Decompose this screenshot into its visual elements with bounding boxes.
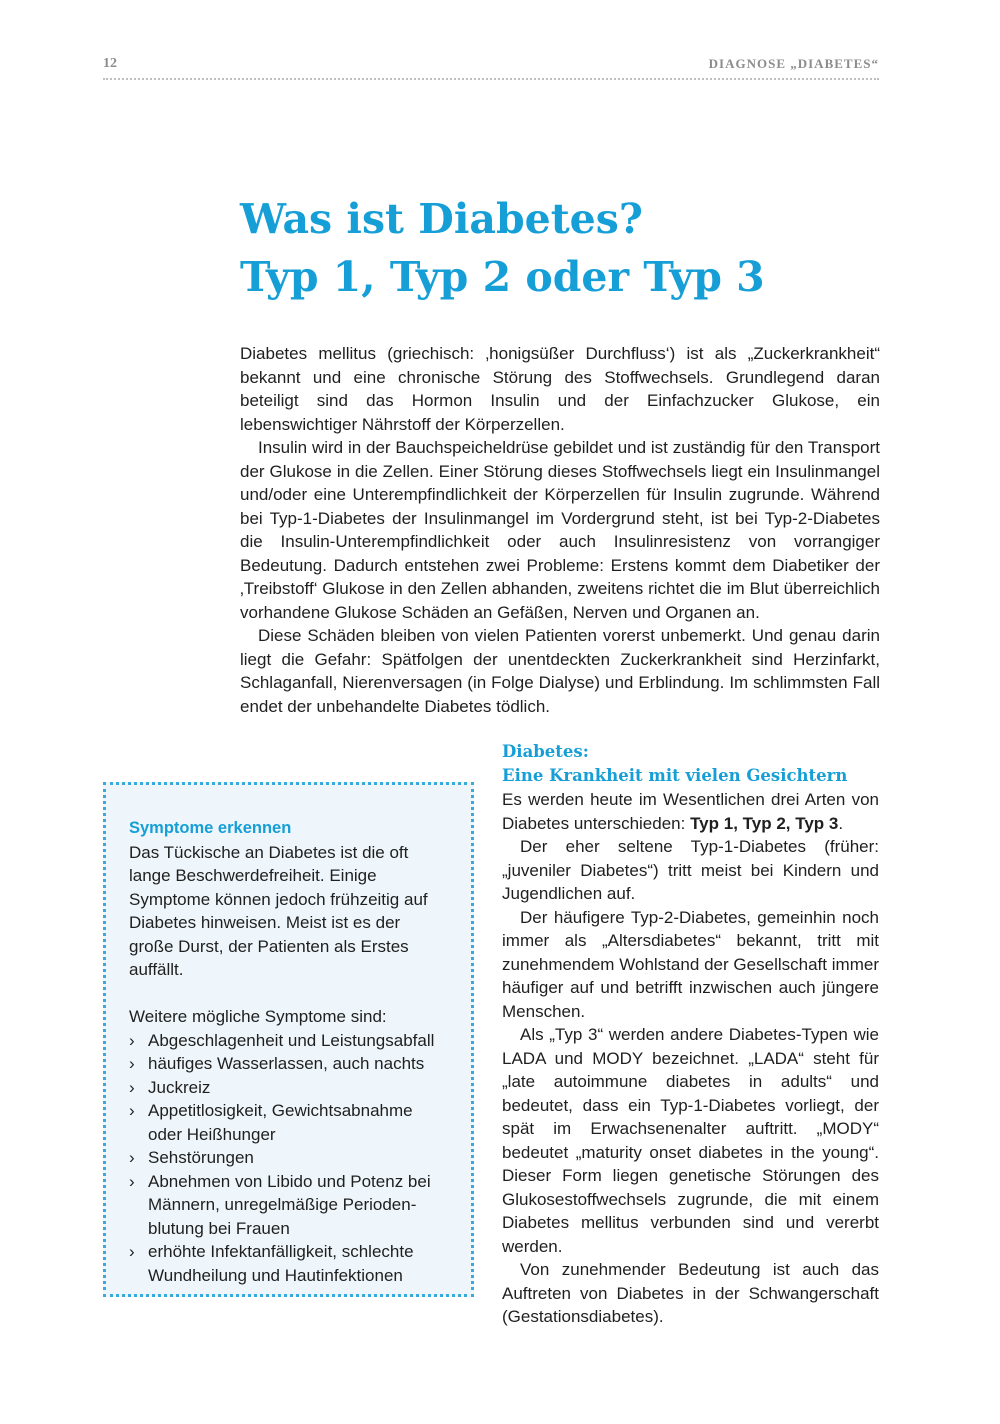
bullet-icon: › xyxy=(129,1077,135,1097)
column-heading: Diabetes: Eine Krankheit mit vielen Gesichtern xyxy=(502,742,848,785)
bullet-icon: › xyxy=(129,1101,135,1120)
bullet-icon: › xyxy=(129,1242,135,1261)
symptom-list xyxy=(129,1029,449,1288)
title-line-2: Typ 1, Typ 2 oder Typ 3 xyxy=(240,253,765,301)
page-title xyxy=(240,190,880,306)
intro-text xyxy=(240,342,880,718)
intro-paragraph: Diabetes mellitus (griechisch: ‚honigsüßer Durchfluss‘) ist als „Zuckerkrankheit“ bekannt und eine chronische Störung des Stoffwechsels. Grundlegend daran beteiligt sind das Hormon Insulin und der Einfachzucker Glukose, ein lebenswichtiger Nährstoff der Körperzellen. xyxy=(240,344,880,434)
bullet-icon: › xyxy=(129,1030,135,1050)
symptom-box-text: Das Tückische an Diabetes ist die oft lange Beschwerdefreiheit. Einige Symptome können jedoch frühzeitig auf Diabetes hinweisen. Meist ist es der große Durst, der Patienten als Erstes auffällt. xyxy=(129,842,428,979)
symptom-list-item: › Abnehmen von Libido und Potenz bei Männern, unregelmäßige Periodenblutung bei Frauen xyxy=(129,1171,431,1238)
diabetes-types-column xyxy=(502,740,879,1329)
column-paragraph: Der eher seltene Typ-1-Diabetes (früher: „juveniler Diabetes“) tritt meist bei Kindern und Jugendlichen auf. xyxy=(502,837,879,903)
column-paragraph: Es werden heute im Wesentlichen drei Arten von Diabetes unterschieden: Typ 1, Typ 2, Typ 3. xyxy=(502,790,879,833)
symptom-list-item: › erhöhte Infektanfälligkeit, schlechte Wundheilung und Hautinfektionen xyxy=(129,1242,414,1285)
bullet-icon: › xyxy=(129,1148,135,1167)
section-title: DIAGNOSE „DIABETES“ xyxy=(708,56,879,71)
symptom-list-item: › häufiges Wasserlassen, auch nachts xyxy=(129,1052,449,1076)
symptom-box-heading: Symptome erkennen xyxy=(129,819,292,837)
page-number: 12 xyxy=(103,56,117,71)
intro-paragraph: Insulin wird in der Bauchspeicheldrüse gebildet und ist zuständig für den Transport der Glukose in die Zellen. Einer Störung dieses Stoffwechsels liegt ein Insulinmangel und/oder eine Unterempfindlichkeit der Körperzellen für Insulin zugrunde. Während bei Typ-1-Diabetes der Insulinmangel im Vordergrund steht, ist bei Typ-2-Diabetes die Insulin-Unterempfindlichkeit oder auch Insulinresistenz von vorrangiger Bedeutung. Dadurch entstehen zwei Probleme: Erstens kommt dem Diabetiker der ‚Treibstoff‘ Glukose in den Zellen abhanden, zweitens richtet die im Blut überreichlich vorhandene Glukose Schäden an Gefäßen, Nerven und Organen an. xyxy=(240,438,880,622)
symptom-list-item: › Juckreiz xyxy=(129,1076,449,1100)
page-header xyxy=(103,54,879,80)
bullet-icon: › xyxy=(129,1054,135,1073)
symptom-list-intro: Weitere mögliche Symptome sind: xyxy=(129,1007,387,1026)
column-paragraph: Von zunehmender Bedeutung ist auch das Auftreten von Diabetes in der Schwangerschaft (Gestationsdiabetes). xyxy=(502,1260,879,1326)
diabetes-types-bold: Typ 1, Typ 2, Typ 3 xyxy=(690,813,839,833)
title-line-1: Was ist Diabetes? xyxy=(240,195,643,243)
symptom-list-item: › Appetitlosigkeit, Gewichtsabnahme oder Heißhunger xyxy=(129,1101,413,1144)
column-paragraph: Der häufigere Typ-2-Diabetes, gemeinhin noch immer als „Altersdiabetes“ bekannt, tritt mit zunehmendem Wohlstand der Gesellschaft immer häufiger auf und betrifft inzwischen auch jüngere Menschen. xyxy=(502,907,879,1021)
symptom-info-box xyxy=(103,782,474,1297)
column-paragraph: Als „Typ 3“ werden andere Diabetes-Typen wie LADA und MODY bezeichnet. „LADA“ steht für „late autoimmune diabetes in adults“ und bedeutet, dass ein Typ-1-Diabetes vorliegt, der spät im Erwachsenenalter auftritt. „MODY“ bedeutet „maturity onset diabetes in the young“. Dieser Form liegen genetische Störungen des Glukosestoffwechsels zugrunde, die mit einem Diabetes mellitus verbunden sind und vererbt werden. xyxy=(502,1025,879,1256)
symptom-list-item: › Sehstörungen xyxy=(129,1146,449,1170)
intro-paragraph: Diese Schäden bleiben von vielen Patienten vorerst unbemerkt. Und genau darin liegt die Gefahr: Spätfolgen der unentdeckten Zuckerkrankheit sind Herzinfarkt, Schlaganfall, Nierenversagen (in Folge Dialyse) und Erblindung. Im schlimmsten Fall endet der unbehandelte Diabetes tödlich. xyxy=(240,626,880,716)
bullet-icon: › xyxy=(129,1171,135,1191)
symptom-list-item: › Abgeschlagenheit und Leistungsabfall xyxy=(129,1029,449,1053)
